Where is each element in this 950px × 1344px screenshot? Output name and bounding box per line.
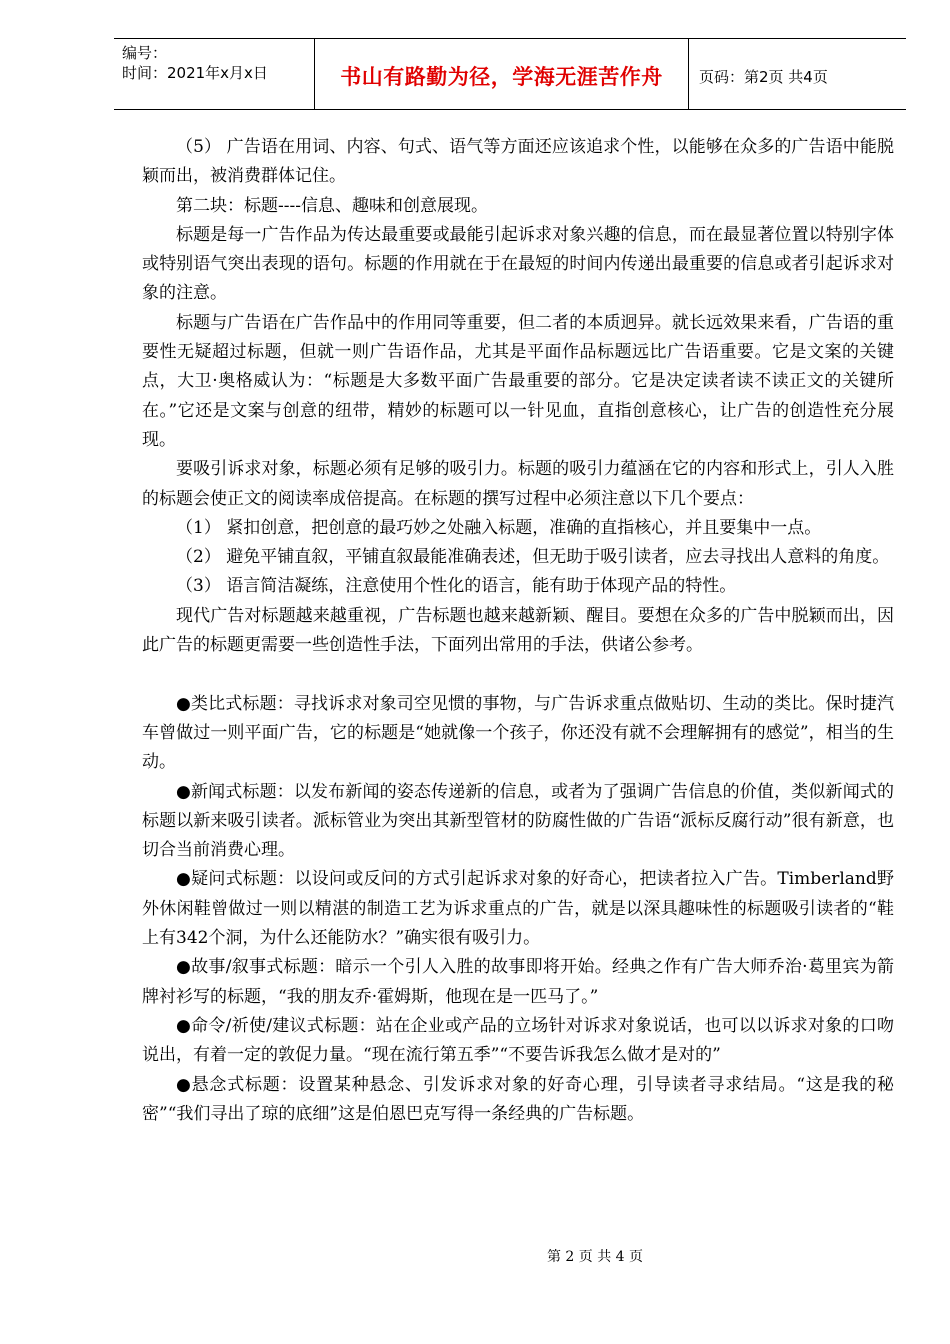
code-label: 编号： bbox=[122, 44, 168, 62]
spacer bbox=[142, 660, 894, 689]
page-footer: 第 2 页 共 4 页 bbox=[546, 1249, 644, 1265]
header-meta bbox=[114, 39, 315, 109]
paragraph: 现代广告对标题越来越重视，广告标题也越来越新颖、醒目。要想在众多的广告中脱颖而出，因此广告的标题更需要一些创造性手法，下面列出常用的手法，供诸公参考。 bbox=[142, 605, 894, 656]
bullet-item: ●疑问式标题：以设问或反问的方式引起诉求对象的好奇心，把读者拉入广告。Timberland野外休闲鞋曾做过一则以精湛的制造工艺为诉求重点的广告，就是以深具趣味性的标题吸引读者的“鞋上有342个洞，为什么还能防水？”确实很有吸引力。 bbox=[142, 869, 894, 949]
list-item: （2） 避免平铺直叙，平铺直叙最能准确表述，但无助于吸引读者，应去寻找出人意料的角度。 bbox=[176, 547, 890, 568]
paragraph: 标题与广告语在广告作品中的作用同等重要，但二者的本质迥异。就长远效果来看，广告语的重要性无疑超过标题，但就一则广告语作品，尤其是平面作品标题远比广告语重要。它是文案的关键点，大卫·奥格威认为：“标题是大多数平面广告最重要的部分。它是决定读者读不读正文的关键所在。”它还是文案与创意的纽带，精妙的标题可以一针见血，直指创意核心，让广告的创造性充分展现。 bbox=[142, 312, 894, 450]
body-text bbox=[142, 133, 894, 1129]
bullet-item: ●悬念式标题：设置某种悬念、引发诉求对象的好奇心理，引导读者寻求结局。“这是我的秘密”“我们寻出了琼的底细”这是伯恩巴克写得一条经典的广告标题。 bbox=[142, 1074, 894, 1124]
paragraph: 要吸引诉求对象，标题必须有足够的吸引力。标题的吸引力蕴涵在它的内容和形式上，引人入胜的标题会使正文的阅读率成倍提高。在标题的撰写过程中必须注意以下几个要点： bbox=[142, 459, 894, 509]
list-item: （3） 语言简洁凝练，注意使用个性化的语言，能有助于体现产品的特性。 bbox=[176, 576, 737, 597]
paragraph-item-5: （5） 广告语在用词、内容、句式、语气等方面还应该追求个性，以能够在众多的广告语中能脱颖而出，被消费群体记住。 bbox=[142, 137, 894, 187]
header-page-info: 页码：第2页 共4页 bbox=[699, 67, 828, 86]
bullet-item: ●类比式标题：寻找诉求对象司空见惯的事物，与广告诉求重点做贴切、生动的类比。保时捷汽车曾做过一则平面广告，它的标题是“她就像一个孩子，你还没有就不会理解拥有的感觉”，相当的生动。 bbox=[142, 693, 894, 773]
bullet-item: ●命令/祈使/建议式标题：站在企业或产品的立场针对诉求对象说话，也可以以诉求对象的口吻说出，有着一定的敦促力量。“现在流行第五季”“不要告诉我怎么做才是对的” bbox=[142, 1015, 894, 1066]
section-heading: 第二块：标题----信息、趣味和创意展现。 bbox=[176, 195, 488, 216]
bullet-item: ●新闻式标题：以发布新闻的姿态传递新的信息，或者为了强调广告信息的价值，类似新闻式的标题以新来吸引读者。派标管业为突出其新型管材的防腐性做的广告语“派标反腐行动”很有新意，也切合当前消费心理。 bbox=[142, 781, 894, 861]
page-header bbox=[114, 38, 906, 110]
list-item: （1） 紧扣创意，把创意的最巧妙之处融入标题，准确的直指核心，并且要集中一点。 bbox=[176, 517, 822, 538]
header-motto: 书山有路勤为径，学海无涯苦作舟 bbox=[315, 39, 689, 109]
time-label: 时间：2021年x月x日 bbox=[122, 64, 268, 82]
bullet-item: ●故事/叙事式标题：暗示一个引人入胜的故事即将开始。经典之作有广告大师乔治·葛里宾为箭牌衬衫写的标题，“我的朋友乔·霍姆斯，他现在是一匹马了。” bbox=[142, 957, 894, 1007]
paragraph: 标题是每一广告作品为传达最重要或最能引起诉求对象兴趣的信息，而在最显著位置以特别字体或特别语气突出表现的语句。标题的作用就在于在最短的时间内传递出最重要的信息或者引起诉求对象的注意。 bbox=[142, 224, 894, 304]
